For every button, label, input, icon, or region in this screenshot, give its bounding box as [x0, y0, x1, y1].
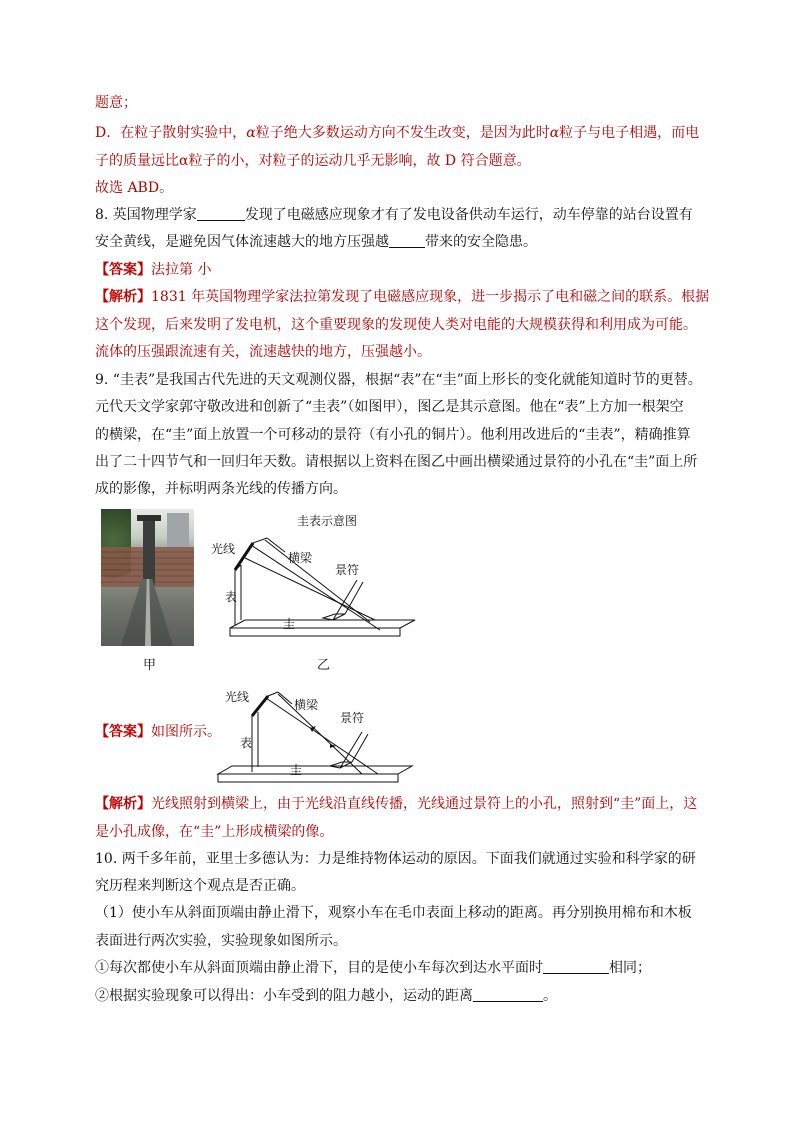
text-line: ①每次都使小车从斜面顶端由静止滑下，目的是使小车每次到达水平面时 相同； [95, 960, 651, 976]
biao-label: 表 [240, 736, 253, 750]
answer-blank [473, 987, 543, 1002]
question-8-cont: 安全黄线，是避免因气体流速越大的地方压强越 带来的安全隐患。 [95, 234, 537, 250]
answer-9: 【答案】如图所示。 [95, 724, 221, 740]
text-line: ②根据实验现象可以得出：小车受到的阻力越小，运动的距离 。 [95, 988, 557, 1004]
text-line: 表面进行两次实验，实验现象如图所示。 [95, 933, 347, 949]
biao-label: 表 [225, 590, 238, 604]
text-line: 元代天文学家郭守敬改进和创新了“圭表”（如图甲），图乙是其示意图。他在“表”上方加一根架空 [95, 399, 684, 415]
answer-blank [197, 206, 245, 221]
text-line: 究历程来判断这个观点是否正确。 [95, 878, 305, 894]
beam-label: 横梁 [288, 551, 313, 565]
answer-8: 【答案】法拉第 小 [95, 262, 212, 278]
text-line: D．在粒子散射实验中，α粒子绝大多数运动方向不发生改变，是因为此时α粒子与电子相遇，而电 [95, 125, 700, 141]
question-10: 10. 两千多年前，亚里士多德认为：力是维持物体运动的原因。下面我们就通过实验和科学家的研 [95, 851, 696, 867]
text-line: （1）使小车从斜面顶端由静止滑下，观察小车在毛巾表面上移动的距离。再分别换用棉布和木板 [95, 905, 692, 921]
gui-label: 圭 [290, 763, 303, 777]
explanation-9: 【解析】光线照射到横梁上，由于光线沿直线传播，光线通过景符上的小孔，照射到“圭”面上，这 [95, 796, 698, 812]
gnomon-photo [101, 509, 194, 646]
text-line: 题意； [95, 95, 137, 111]
marker-label: 景符 [340, 711, 365, 725]
question-9: 9. “圭表”是我国古代先进的天文观测仪器，根据“表”在“圭”面上形长的变化就能知道时节的更替。 [95, 372, 702, 388]
explanation-8: 【解析】1831 年英国物理学家法拉第发现了电磁感应现象，进一步揭示了电和磁之间的联系。根据 [95, 289, 710, 305]
diagram-caption: 乙 [317, 658, 331, 673]
photo-caption: 甲 [143, 658, 157, 673]
gui-label: 圭 [283, 617, 296, 631]
answer-blank [543, 959, 609, 974]
question-8: 8. 英国物理学家 发现了电磁感应现象才有了发电设备供动车运行，动车停靠的站台设置有 [95, 207, 693, 223]
light-label: 光线 [211, 542, 236, 556]
text-line: 子的质量远比α粒子的小，对粒子的运动几乎无影响，故 D 符合题意。 [95, 153, 531, 169]
beam-label: 横梁 [294, 698, 319, 712]
text-line: 流体的压强跟流速有关，流速越快的地方，压强越小。 [95, 344, 431, 360]
answer-blank [389, 233, 425, 248]
diagram-title: 圭表示意图 [297, 514, 358, 528]
text-line: 是小孔成像，在“圭”上形成横梁的像。 [95, 824, 334, 840]
text-line: 成的影像，并标明两条光线的传播方向。 [95, 481, 347, 497]
text-line: 的横梁，在“圭”面上放置一个可移动的景符（有小孔的铜片）。他利用改进后的“圭表”，精确推算 [95, 427, 691, 443]
answer-diagram [212, 682, 422, 787]
light-label: 光线 [225, 690, 250, 704]
text-line: 故选 ABD。 [95, 180, 174, 196]
text-line: 出了二十四节气和一回归年天数。请根据以上资料在图乙中画出横梁通过景符的小孔在“圭”面上所 [95, 454, 698, 470]
text-line: 这个发现，后来发明了发电机，这个重要现象的发现使人类对电能的大规模获得和利用成为可能。 [95, 317, 697, 333]
gui-biao-diagram [205, 510, 425, 670]
marker-label: 景符 [335, 563, 360, 577]
